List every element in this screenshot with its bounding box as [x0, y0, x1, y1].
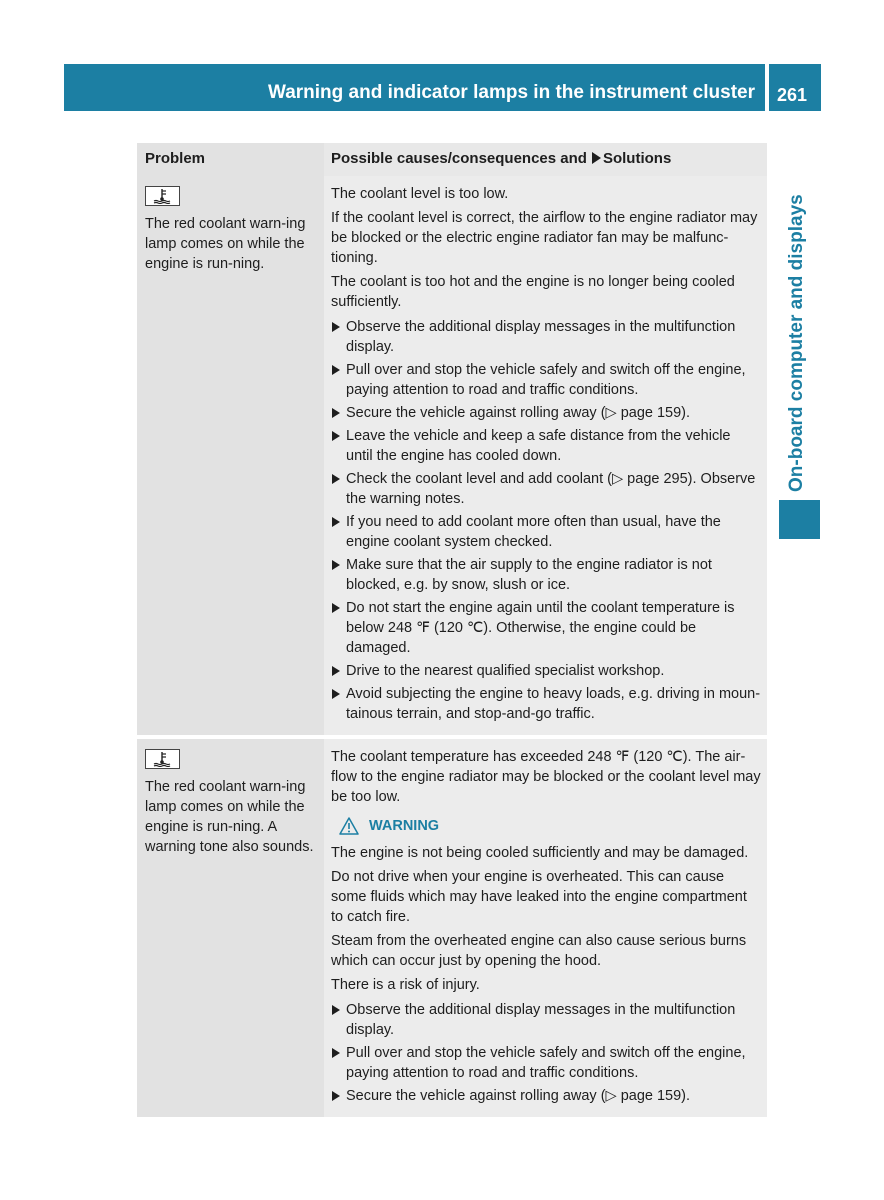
step-text: Observe the additional display messages in the multifunction display. — [346, 1002, 736, 1038]
table-row — [137, 176, 767, 735]
list-item — [331, 469, 761, 509]
list-item — [331, 1086, 761, 1106]
step-arrow-icon — [332, 689, 340, 699]
list-item — [331, 661, 761, 681]
list-item — [331, 598, 761, 658]
column-header-solution-label: Possible causes/consequences and — [331, 150, 587, 167]
step-arrow-icon — [332, 431, 340, 441]
step-arrow-icon — [332, 474, 340, 484]
step-text: Make sure that the air supply to the engine radiator is not blocked, e.g. by snow, slush or ice. — [346, 557, 712, 593]
step-arrow-icon — [332, 603, 340, 613]
cause-paragraph: The coolant is too hot and the engine is no longer being cooled sufficiently. — [331, 274, 735, 310]
step-arrow-icon — [332, 560, 340, 570]
step-text: Drive to the nearest qualified specialist workshop. — [346, 663, 665, 679]
coolant-temperature-icon — [145, 186, 180, 206]
cause-paragraph: The coolant temperature has exceeded 248 ℉ (120 ℃). The air-flow to the engine radiator may be blocked or the coolant level may be too low. — [331, 749, 761, 805]
list-item — [331, 555, 761, 595]
step-arrow-icon — [332, 322, 340, 332]
step-text: Secure the vehicle against rolling away (▷ page 159). — [346, 1088, 691, 1104]
solution-steps — [331, 317, 761, 724]
step-text: Pull over and stop the vehicle safely and switch off the engine, paying attention to road and traffic conditions. — [346, 362, 746, 398]
warning-paragraph: There is a risk of injury. — [331, 977, 480, 993]
warning-label: WARNING — [369, 818, 440, 834]
step-text: Avoid subjecting the engine to heavy loads, e.g. driving in moun-tainous terrain, and stop-and-go traffic. — [346, 686, 761, 722]
problem-description: The red coolant warn-ing lamp comes on while the engine is run-ning. A warning tone also sounds. — [145, 779, 314, 855]
warning-paragraph: Steam from the overheated engine can also cause serious burns which can occur just by opening the hood. — [331, 933, 747, 969]
section-title: Warning and indicator lamps in the instrument cluster — [267, 82, 755, 103]
warning-triangle-icon — [339, 817, 359, 835]
step-arrow-icon — [332, 1005, 340, 1015]
page-number-box — [769, 64, 821, 111]
step-arrow-icon — [332, 1048, 340, 1058]
coolant-temperature-icon — [145, 749, 180, 769]
problem-description: The red coolant warn-ing lamp comes on while the engine is run-ning. — [145, 216, 306, 272]
page-header — [64, 64, 765, 111]
chapter-side-label: On-board computer and displays — [786, 194, 807, 492]
chapter-tab-marker — [779, 500, 820, 539]
step-arrow-icon — [332, 365, 340, 375]
list-item — [331, 403, 761, 423]
page-number: 261 — [777, 85, 808, 105]
list-item — [331, 360, 761, 400]
warning-paragraph: Do not drive when your engine is overheated. This can cause some fluids which may have leaked into the engine compartment to catch fire. — [331, 869, 747, 925]
solution-cell — [324, 176, 767, 735]
step-text: Check the coolant level and add coolant (▷ page 295). Observe the warning notes. — [346, 471, 756, 507]
step-text: Secure the vehicle against rolling away (▷ page 159). — [346, 405, 691, 421]
table-header-row — [137, 143, 767, 176]
warning-heading — [339, 817, 761, 835]
solution-arrow-icon — [592, 152, 601, 164]
column-header-solution — [324, 143, 767, 176]
step-arrow-icon — [332, 666, 340, 676]
step-text: Leave the vehicle and keep a safe distance from the vehicle until the engine has cooled down. — [346, 428, 731, 464]
step-arrow-icon — [332, 408, 340, 418]
step-arrow-icon — [332, 1091, 340, 1101]
list-item — [331, 684, 761, 724]
list-item — [331, 1000, 761, 1040]
list-item — [331, 512, 761, 552]
step-text: Do not start the engine again until the coolant temperature is below 248 ℉ (120 ℃). Otherwise, the engine could be damaged. — [346, 600, 735, 656]
step-text: Observe the additional display messages in the multifunction display. — [346, 319, 736, 355]
cause-paragraph: The coolant level is too low. — [331, 186, 509, 202]
list-item — [331, 317, 761, 357]
solution-cell — [324, 739, 767, 1117]
warning-lamp-table — [137, 143, 767, 1117]
table-row — [137, 739, 767, 1117]
problem-cell — [137, 176, 324, 735]
column-header-solution-suffix: Solutions — [602, 150, 672, 167]
solution-steps — [331, 1000, 761, 1106]
problem-cell — [137, 739, 324, 1117]
column-header-problem: Problem — [137, 143, 324, 176]
step-arrow-icon — [332, 517, 340, 527]
step-text: If you need to add coolant more often than usual, have the engine coolant system checked. — [346, 514, 721, 550]
cause-paragraph: If the coolant level is correct, the airflow to the engine radiator may be blocked or the electric engine radiator fan may be malfunc-tioning. — [331, 210, 758, 266]
warning-paragraph: The engine is not being cooled sufficiently and may be damaged. — [331, 845, 749, 861]
list-item — [331, 1043, 761, 1083]
list-item — [331, 426, 761, 466]
step-text: Pull over and stop the vehicle safely and switch off the engine, paying attention to road and traffic conditions. — [346, 1045, 746, 1081]
